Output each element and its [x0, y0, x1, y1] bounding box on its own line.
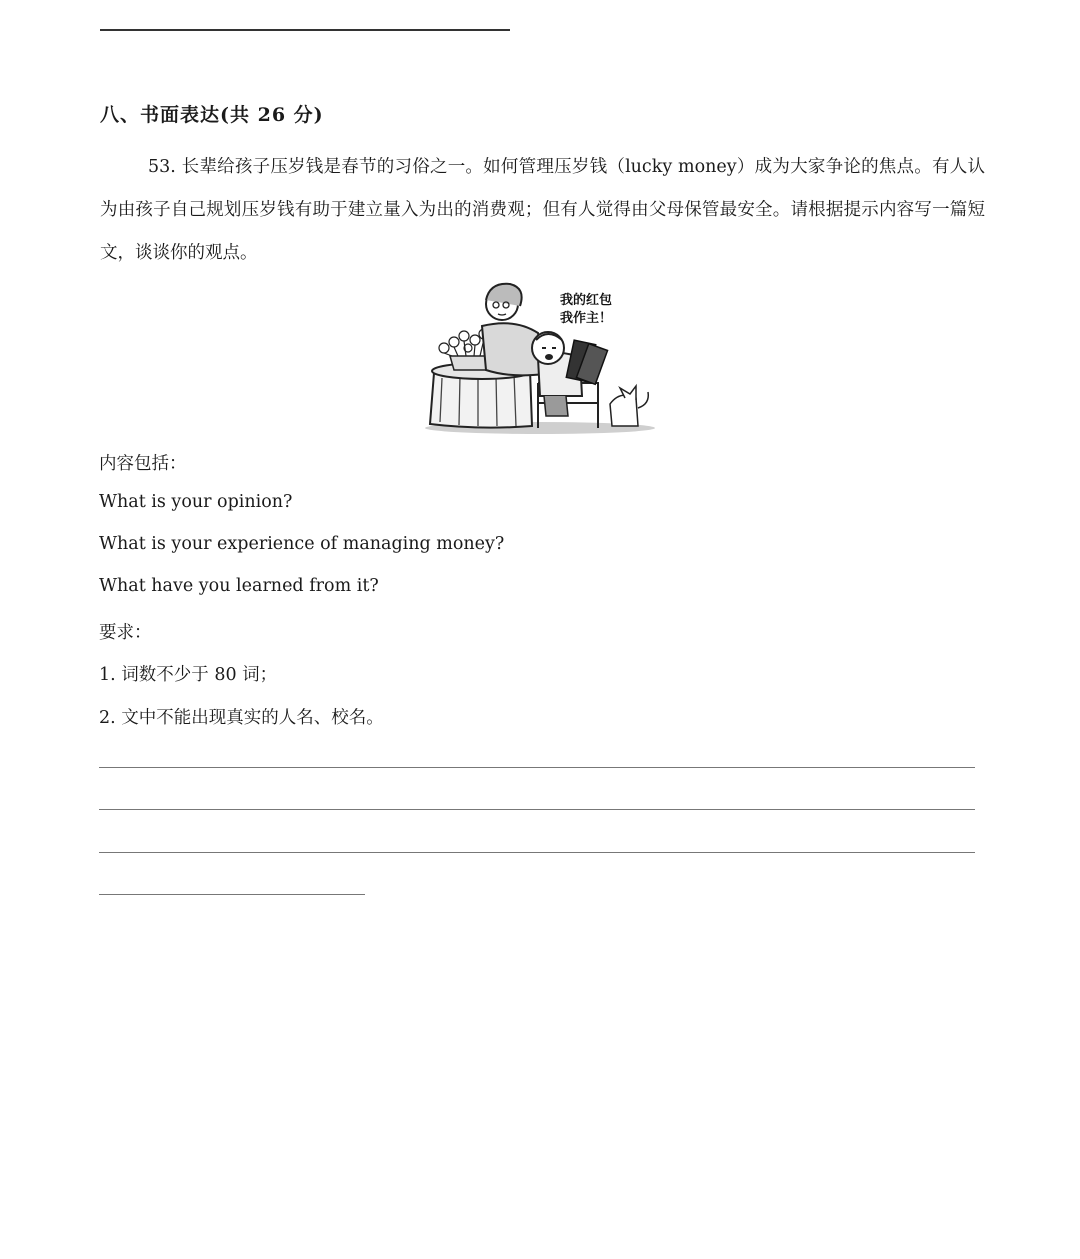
requirements-label: 要求： — [99, 623, 152, 643]
speech-text-line2: 我作主！ — [560, 311, 613, 326]
answer-line[interactable] — [99, 809, 975, 810]
content-label: 内容包括： — [99, 454, 187, 474]
section-heading: 八、书面表达(共 26 分) — [100, 104, 324, 126]
speech-text-line1: 我的红包 — [560, 293, 613, 308]
requirement-word-count: 1. 词数不少于 80 词； — [99, 665, 278, 685]
requirement-no-real-names: 2. 文中不能出现真实的人名、校名。 — [99, 708, 384, 728]
prompt-learned: What have you learned from it? — [99, 576, 379, 596]
answer-line[interactable] — [99, 767, 975, 768]
question-text: 53. 长辈给孩子压岁钱是春节的习俗之一。如何管理压岁钱（lucky money）成为大家争论的焦点。有人认为由孩子自己规划压岁钱有助于建立量入为出的消费观；但有人觉得由父母保管最安全。请根据提示内容写一篇短文，谈谈你的观点。 — [100, 157, 985, 263]
previous-answer-line — [100, 29, 510, 31]
prompt-experience: What is your experience of managing money? — [99, 534, 505, 554]
answer-line[interactable] — [99, 894, 365, 895]
prompt-opinion: What is your opinion? — [99, 492, 293, 512]
illustration-grandma-and-child — [420, 278, 660, 438]
answer-line[interactable] — [99, 852, 975, 853]
